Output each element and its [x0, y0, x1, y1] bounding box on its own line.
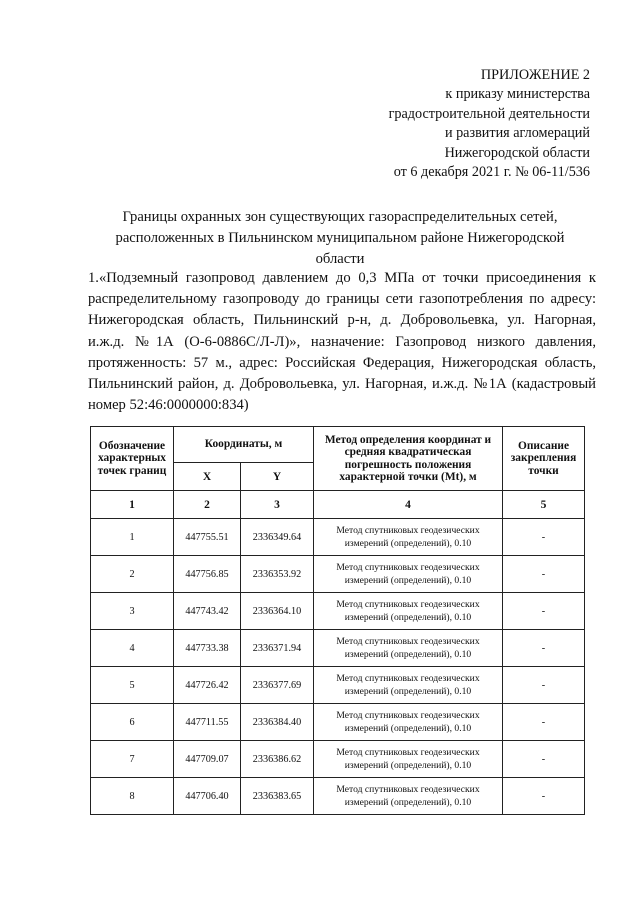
point-number: 5 [91, 667, 174, 704]
column-number: 2 [174, 491, 241, 519]
coord-y: 2336364.10 [241, 593, 314, 630]
description-cell: - [503, 778, 585, 815]
coord-x: 447755.51 [174, 519, 241, 556]
table-row [91, 630, 585, 667]
table-row [91, 556, 585, 593]
point-number: 8 [91, 778, 174, 815]
point-number: 3 [91, 593, 174, 630]
point-number: 4 [91, 630, 174, 667]
point-number: 7 [91, 741, 174, 778]
method-cell: Метод спутниковых геодезических измерений (определений), 0.10 [314, 704, 503, 741]
description-cell: - [503, 593, 585, 630]
appendix-title: ПРИЛОЖЕНИЕ 2 [480, 67, 590, 83]
coord-x: 447733.38 [174, 630, 241, 667]
header-method: Метод определения координат и средняя квадратическая погрешность положения характерной точки (Mt), м [314, 427, 503, 491]
column-number: 4 [314, 491, 503, 519]
coord-x: 447709.07 [174, 741, 241, 778]
method-cell: Метод спутниковых геодезических измерений (определений), 0.10 [314, 667, 503, 704]
description-cell: - [503, 667, 585, 704]
header-y: Y [241, 463, 314, 491]
coord-y: 2336384.40 [241, 704, 314, 741]
header-coordinates: Координаты, м [174, 427, 314, 463]
object-description: 1.«Подземный газопровод давлением до 0,3 МПа от точки присоединения к распределительному газопроводу до границы сети газопотребления по адресу: Нижегородская область, Пильнинский р-н, д. Добровольевка, ул. Нагорная, и.ж.д. №1А (О-6-0886С/Л-Л)», назначение: Газопровод низкого давления, протяженность: 57 м., адрес: Российская Федерация, Нижегородская область, Пильнинский район, д. Добровольевка, ул. Нагорная, и.ж.д. №1А (кадастровый номер 52:46:0000000:834) [88, 270, 596, 414]
header-description: Описание закрепления точки [503, 427, 585, 491]
coord-y: 2336386.62 [241, 741, 314, 778]
table-row [91, 778, 585, 815]
document-title [90, 207, 590, 270]
header-points: Обозначение характерных точек границ [91, 427, 174, 491]
table-row [91, 667, 585, 704]
title-line: области [315, 251, 365, 267]
coord-x: 447743.42 [174, 593, 241, 630]
coord-x: 447756.85 [174, 556, 241, 593]
description-cell: - [503, 704, 585, 741]
method-cell: Метод спутниковых геодезических измерений (определений), 0.10 [314, 519, 503, 556]
column-numbers-row [91, 491, 585, 519]
table-row [91, 741, 585, 778]
table-row [91, 593, 585, 630]
point-number: 6 [91, 704, 174, 741]
description-cell: - [503, 630, 585, 667]
appendix-line: Нижегородской области [444, 144, 590, 161]
appendix-date-number: от 6 декабря 2021 г. № 06-11/536 [393, 164, 590, 181]
header-x: X [174, 463, 241, 491]
title-line: расположенных в Пильнинском муниципальном районе Нижегородской [115, 230, 565, 246]
description-cell: - [503, 741, 585, 778]
coordinates-table [90, 426, 585, 815]
coord-x: 447711.55 [174, 704, 241, 741]
column-number: 5 [503, 491, 585, 519]
title-line: Границы охранных зон существующих газораспределительных сетей, [122, 209, 558, 225]
column-number: 1 [91, 491, 174, 519]
table-row [91, 519, 585, 556]
coord-x: 447706.40 [174, 778, 241, 815]
method-cell: Метод спутниковых геодезических измерений (определений), 0.10 [314, 593, 503, 630]
method-cell: Метод спутниковых геодезических измерений (определений), 0.10 [314, 778, 503, 815]
coord-y: 2336377.69 [241, 667, 314, 704]
description-cell: - [503, 519, 585, 556]
method-cell: Метод спутниковых геодезических измерений (определений), 0.10 [314, 556, 503, 593]
appendix-header [389, 66, 590, 182]
coord-x: 447726.42 [174, 667, 241, 704]
point-number: 1 [91, 519, 174, 556]
coord-y: 2336353.92 [241, 556, 314, 593]
coord-y: 2336349.64 [241, 519, 314, 556]
method-cell: Метод спутниковых геодезических измерений (определений), 0.10 [314, 741, 503, 778]
appendix-line: и развития агломераций [444, 125, 590, 142]
coord-y: 2336383.65 [241, 778, 314, 815]
coord-y: 2336371.94 [241, 630, 314, 667]
table-row [91, 704, 585, 741]
table-header-row [91, 427, 585, 463]
method-cell: Метод спутниковых геодезических измерений (определений), 0.10 [314, 630, 503, 667]
column-number: 3 [241, 491, 314, 519]
description-cell: - [503, 556, 585, 593]
appendix-line: к приказу министерства [445, 86, 590, 103]
point-number: 2 [91, 556, 174, 593]
appendix-line: градостроительной деятельности [388, 105, 590, 122]
